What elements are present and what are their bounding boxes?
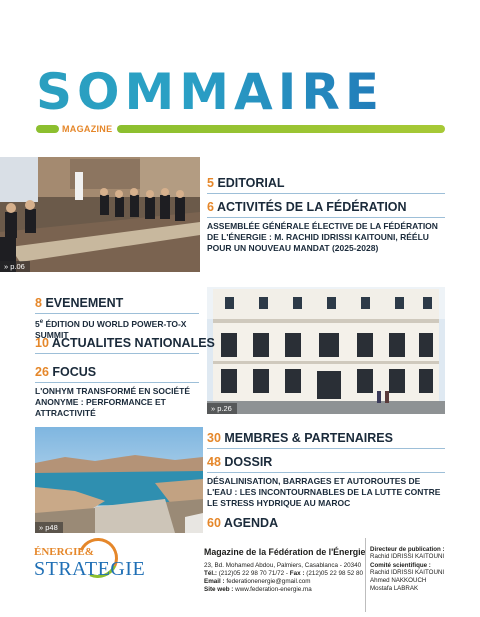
page-number: 10: [35, 336, 49, 350]
divider: [35, 382, 199, 383]
divider: [35, 353, 199, 354]
page-title: SOMMAIRE: [36, 62, 456, 122]
logo-bottom-text: STRATEGIE: [34, 558, 146, 580]
section-title: ACTUALITES NATIONALES: [51, 336, 215, 350]
page-ref-badge: » p48: [35, 522, 63, 533]
section-title: AGENDA: [223, 516, 279, 530]
section-title: EDITORIAL: [217, 176, 285, 190]
section-title: DOSSIR: [224, 455, 273, 469]
magazine-label: MAGAZINE: [62, 124, 113, 134]
divider: [207, 217, 445, 218]
section-title: ACTIVITÉS DE LA FÉDÉRATION: [216, 200, 407, 214]
section-title: FOCUS: [52, 365, 97, 379]
footer-divider: [365, 538, 366, 612]
accent-bar-left: [36, 125, 59, 133]
section-title: MEMBRES & PARTENAIRES: [224, 431, 393, 445]
toc-entry-membres[interactable]: [207, 431, 445, 449]
page-number: 8: [35, 296, 42, 310]
accent-bar-right: [117, 125, 445, 133]
toc-entry-editorial[interactable]: [207, 176, 445, 194]
building-photo: [207, 287, 445, 414]
committee-member: Ahmed NAKKOUCH: [370, 577, 427, 584]
page-number: 6: [207, 200, 214, 214]
meeting-photo-icon: [0, 157, 200, 272]
toc-entry-dossier[interactable]: [207, 455, 445, 509]
page-ref-badge: » p.06: [0, 261, 30, 272]
committee-member: Mostafa LABRAK: [370, 585, 419, 592]
footer-website[interactable]: Site web : www.federation-energie.ma: [204, 586, 312, 593]
divider: [207, 193, 445, 194]
footer-email[interactable]: Email : federationenergie@gmail.com: [204, 578, 311, 585]
divider: [207, 472, 445, 473]
page-number: 26: [35, 365, 49, 379]
page-ref-badge: » p.26: [207, 403, 237, 414]
dam-photo-icon: [35, 427, 203, 533]
committee-member: Rachid IDRISSI KAITOUNI: [370, 569, 445, 576]
section-description: 5e ÉDITION DU WORLD POWER-TO-X SUMMIT: [35, 318, 187, 340]
toc-entry-evenement[interactable]: [35, 296, 199, 341]
committee-label: Comité scientifique :: [370, 562, 431, 569]
toc-entry-agenda[interactable]: [207, 516, 445, 530]
footer-address: 23, Bd. Mohamed Abdou, Palmiers, Casablanca - 20340: [204, 562, 362, 569]
page-number: 30: [207, 431, 221, 445]
page-number: 60: [207, 516, 221, 530]
dam-photo: [35, 427, 203, 533]
section-description: DÉSALINISATION, BARRAGES ET AUTOROUTES DE L'EAU : LES INCONTOURNABLES DE LA LUTTE CONTRE LE STRESS HYDRIQUE AU MAROC: [207, 476, 441, 508]
toc-entry-actualites[interactable]: [35, 336, 215, 354]
logo-top-text: ÉNERGIE&: [34, 546, 94, 558]
section-description: L'ONHYM TRANSFORMÉ EN SOCIÉTÉ ANONYME : PERFORMANCE ET ATTRACTIVITÉ: [35, 386, 191, 418]
director-name: Rachid IDRISSI KAITOUNI: [370, 553, 445, 560]
divider: [207, 448, 445, 449]
toc-entry-focus[interactable]: [35, 365, 199, 419]
building-photo-icon: [207, 287, 445, 414]
footer-phone: Tél.: (212)05 22 98 70 71/72 - Fax : (212)05 22 98 52 80: [204, 570, 363, 577]
divider: [35, 313, 199, 314]
director-label: Directeur de publication :: [370, 546, 445, 553]
page-number: 48: [207, 455, 221, 469]
footer-title: Magazine de la Fédération de l'Énergie: [204, 547, 366, 557]
section-title: EVENEMENT: [45, 296, 124, 310]
page-number: 5: [207, 176, 214, 190]
footer: [0, 538, 480, 617]
section-description: ASSEMBLÉE GÉNÉRALE ÉLECTIVE DE LA FÉDÉRATION DE L'ÉNERGIE : M. RACHID IDRISSI KAITOUNI, RÉÉLU POUR UN NOUVEAU MANDAT (2025-2028): [207, 221, 438, 253]
meeting-photo: [0, 157, 200, 272]
toc-entry-activites[interactable]: [207, 200, 445, 254]
